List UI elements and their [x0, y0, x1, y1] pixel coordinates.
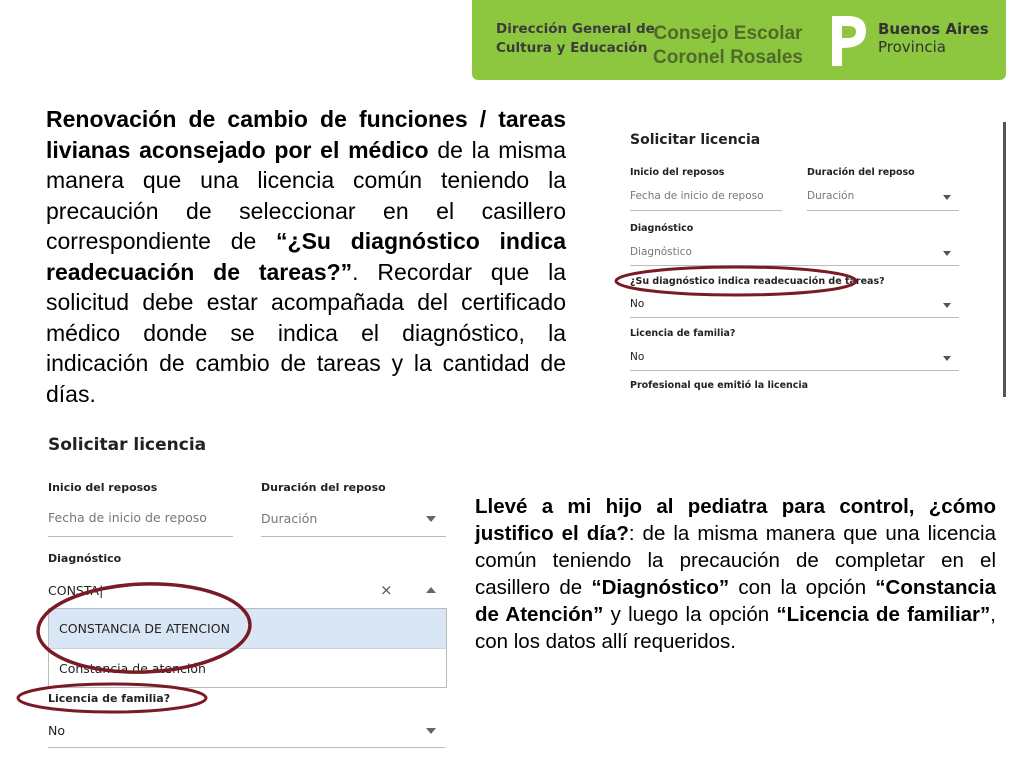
diagnosis-chevron-down-icon[interactable]	[943, 251, 951, 256]
duration-chevron-down-icon[interactable]	[943, 195, 951, 200]
form-title-large: Solicitar licencia	[48, 435, 207, 455]
clear-icon[interactable]: ×	[380, 581, 393, 599]
dropdown-option-constancia-lower[interactable]	[49, 649, 446, 687]
family-underline-large	[48, 747, 445, 748]
readecuacion-select[interactable]: No	[630, 298, 645, 310]
form-screenshot-diagnostico	[36, 425, 456, 765]
form-screenshot-readecuacion	[618, 122, 1008, 397]
diagnosis-input[interactable]: Diagnóstico	[630, 246, 692, 258]
start-date-underline-large	[48, 536, 233, 537]
duration-select-large[interactable]: Duración	[261, 511, 318, 526]
readecuacion-question-quote: “¿Su diagnóstico indica readecuación de tareas?”	[46, 228, 566, 285]
consejo-line-1: Consejo Escolar	[653, 23, 803, 44]
diagnostico-quote: “Diagnóstico”	[591, 576, 730, 599]
family-label-large: Licencia de familia?	[48, 692, 171, 705]
readecuacion-label: ¿Su diagnóstico indica readecuación de tareas?	[630, 276, 885, 287]
diagnosis-label: Diagnóstico	[630, 223, 694, 234]
dropdown-option-label: CONSTANCIA DE ATENCION	[59, 621, 230, 636]
start-date-input-large[interactable]: Fecha de inicio de reposo	[48, 510, 207, 525]
family-chevron-down-icon[interactable]	[943, 356, 951, 361]
dropdown-option-constancia-upper[interactable]	[49, 609, 446, 649]
diagnosis-underline	[630, 265, 959, 266]
duration-select[interactable]: Duración	[807, 190, 855, 202]
pediatra-text-2: con la opción	[729, 576, 876, 599]
family-select-large[interactable]: No	[48, 723, 65, 738]
province-text	[878, 20, 989, 56]
duration-label-large: Duración del reposo	[261, 481, 386, 494]
dgce-logo-text	[496, 20, 656, 58]
start-date-label: Inicio del reposos	[630, 167, 725, 178]
form-title: Solicitar licencia	[630, 132, 761, 148]
province-line-2: Provincia	[878, 38, 946, 56]
pediatra-text-3: y luego la opción	[603, 603, 777, 626]
renovacion-text-2: . Recordar que la solicitud debe estar acompañada del certificado médico donde se indica el diagnóstico, la indicación de cambio de tareas y la cantidad de días.	[46, 258, 566, 407]
renovacion-text-1: de la misma manera que una licencia común teniendo la precaución de seleccionar en el casillero correspondiente de	[46, 136, 567, 254]
chevron-up-icon[interactable]	[426, 587, 436, 593]
pediatra-text-1: : de la misma manera que una licencia común teniendo la precaución de completar en el casillero de	[475, 522, 996, 599]
start-date-label-large: Inicio del reposos	[48, 481, 158, 494]
duration-label: Duración del reposo	[807, 167, 915, 178]
duration-underline-large	[261, 536, 446, 537]
professional-label: Profesional que emitió la licencia	[630, 380, 809, 391]
family-label: Licencia de familia?	[630, 328, 736, 339]
family-select[interactable]: No	[630, 351, 645, 363]
licencia-familiar-quote: “Licencia de familiar”	[776, 603, 991, 626]
form-scrollbar[interactable]	[1003, 122, 1006, 397]
instruction-paragraph-pediatra	[475, 493, 996, 655]
family-underline	[630, 370, 959, 371]
renovacion-heading: Renovación de cambio de funciones / tareas livianas aconsejado por el médico	[46, 106, 566, 163]
province-line-1: Buenos Aires	[878, 20, 989, 38]
readecuacion-chevron-down-icon[interactable]	[943, 303, 951, 308]
duration-underline	[807, 210, 959, 211]
dgce-line-1: Dirección General de	[496, 21, 655, 37]
diagnosis-label-large: Diagnóstico	[48, 552, 122, 565]
family-chevron-down-icon-large[interactable]	[426, 728, 436, 734]
pediatra-text-4: , con los datos allí requeridos.	[475, 603, 996, 653]
header-banner	[472, 0, 1006, 80]
consejo-escolar-text	[648, 22, 808, 70]
readecuacion-underline	[630, 317, 959, 318]
dropdown-option-label: Constancia de atención	[59, 661, 206, 676]
start-date-input[interactable]: Fecha de inicio de reposo	[630, 190, 764, 202]
province-p-logo-icon	[826, 12, 870, 68]
duration-chevron-down-icon-large[interactable]	[426, 516, 436, 522]
diagnosis-dropdown-list	[48, 608, 447, 688]
diagnosis-input-large[interactable]: CONSTA|	[48, 583, 104, 598]
start-date-underline	[630, 210, 782, 211]
constancia-quote: “Constancia de Atención”	[475, 576, 997, 626]
consejo-line-2: Coronel Rosales	[653, 47, 803, 68]
pediatra-heading: Llevé a mi hijo al pediatra para control, ¿cómo justifico el día?	[475, 495, 996, 545]
instruction-paragraph-renovacion	[46, 104, 566, 409]
dgce-line-2: Cultura y Educación	[496, 40, 648, 56]
